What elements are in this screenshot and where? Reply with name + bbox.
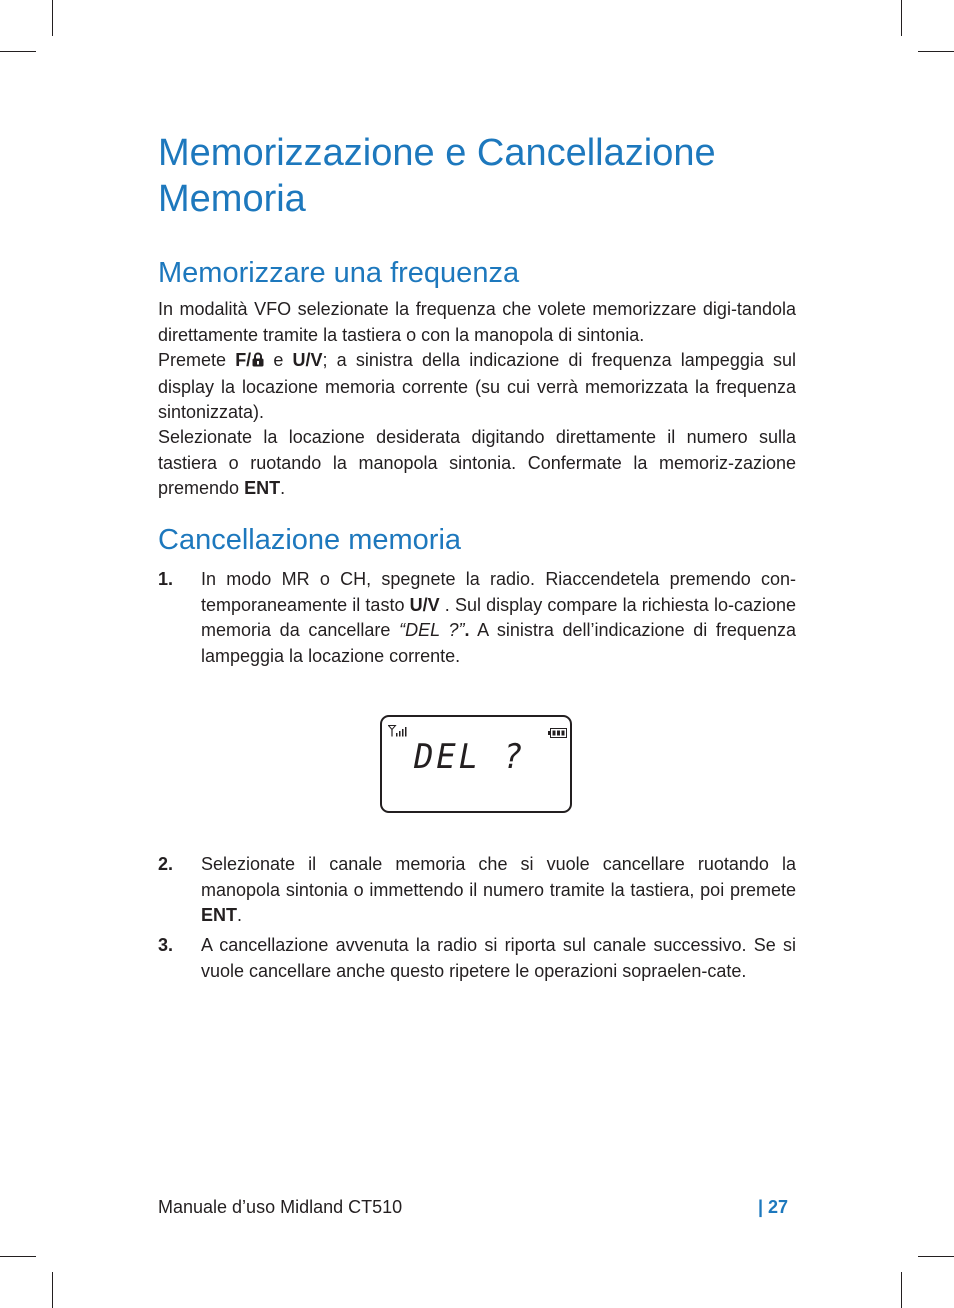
key-f-lock: F/	[235, 350, 264, 370]
battery-icon	[548, 725, 568, 743]
lock-icon	[252, 349, 264, 375]
quote-del: “DEL ?”	[399, 620, 465, 640]
crop-mark	[918, 51, 954, 52]
crop-mark	[52, 0, 53, 36]
section-heading-store: Memorizzare una frequenza	[158, 257, 520, 289]
crop-mark	[918, 1256, 954, 1257]
list-number: 1.	[158, 569, 174, 589]
paragraph-vfo: In modalità VFO selezionate la frequenza che volete memorizzare digi-tandola direttamente tramite la tastiera o con la manopola di sintonia.	[158, 299, 796, 345]
page-number: | 27	[758, 1197, 789, 1217]
paragraph-select: Selezionate la locazione desiderata digitando direttamente il numero sulla tastiera o ruotando la manopola sintonia. Confermate la memoriz-zazione premendo ENT.	[158, 427, 796, 498]
list-item	[158, 933, 796, 984]
crop-mark	[52, 1272, 53, 1308]
list-item	[158, 852, 796, 929]
lcd-display-illustration	[380, 715, 572, 813]
paragraph-press: Premete F/ e U/V; a sinistra della indicazione di frequenza lampeggia sul display la locazione memoria corrente (su cui verrà memorizzata la frequenza sintonizzata).	[158, 350, 797, 422]
key-ent: ENT	[244, 478, 281, 498]
footer-manual-title: Manuale d’uso Midland CT510	[158, 1197, 403, 1217]
page-title	[158, 130, 818, 222]
signal-icon	[388, 724, 408, 742]
lcd-del-text: DEL ?	[414, 737, 526, 777]
key-uv: U/V	[292, 350, 323, 370]
page-title-line1: Memorizzazione e Cancellazione	[158, 132, 716, 174]
crop-mark	[0, 51, 36, 52]
list-item-text: Selezionate il canale memoria che si vuole cancellare ruotando la manopola sintonia o immettendo il numero tramite la tastiera, poi premete ENT.	[201, 854, 796, 925]
list-number: 3.	[158, 935, 174, 955]
crop-mark	[901, 1272, 902, 1308]
list-item	[158, 567, 796, 669]
key-uv: U/V	[409, 594, 440, 615]
key-ent: ENT	[201, 905, 237, 925]
list-item-text: In modo MR o CH, spegnete la radio. Riaccendetela premendo con-temporaneamente il tasto U/V . Sul display compare la richiesta lo-cazione memoria da cancellare “DEL ?”. A sinistra dell’indicazione di frequenza lampeggia la locazione corrente.	[201, 569, 796, 666]
list-item-text: A cancellazione avvenuta la radio si riporta sul canale successivo. Se si vuole cancellare anche questo ripetere le operazioni sopraelen-cate.	[201, 935, 796, 981]
crop-mark	[0, 1256, 36, 1257]
section-heading-delete: Cancellazione memoria	[158, 524, 462, 556]
list-number: 2.	[158, 854, 174, 874]
page-title-line2: Memoria	[158, 178, 306, 220]
crop-mark	[901, 0, 902, 36]
